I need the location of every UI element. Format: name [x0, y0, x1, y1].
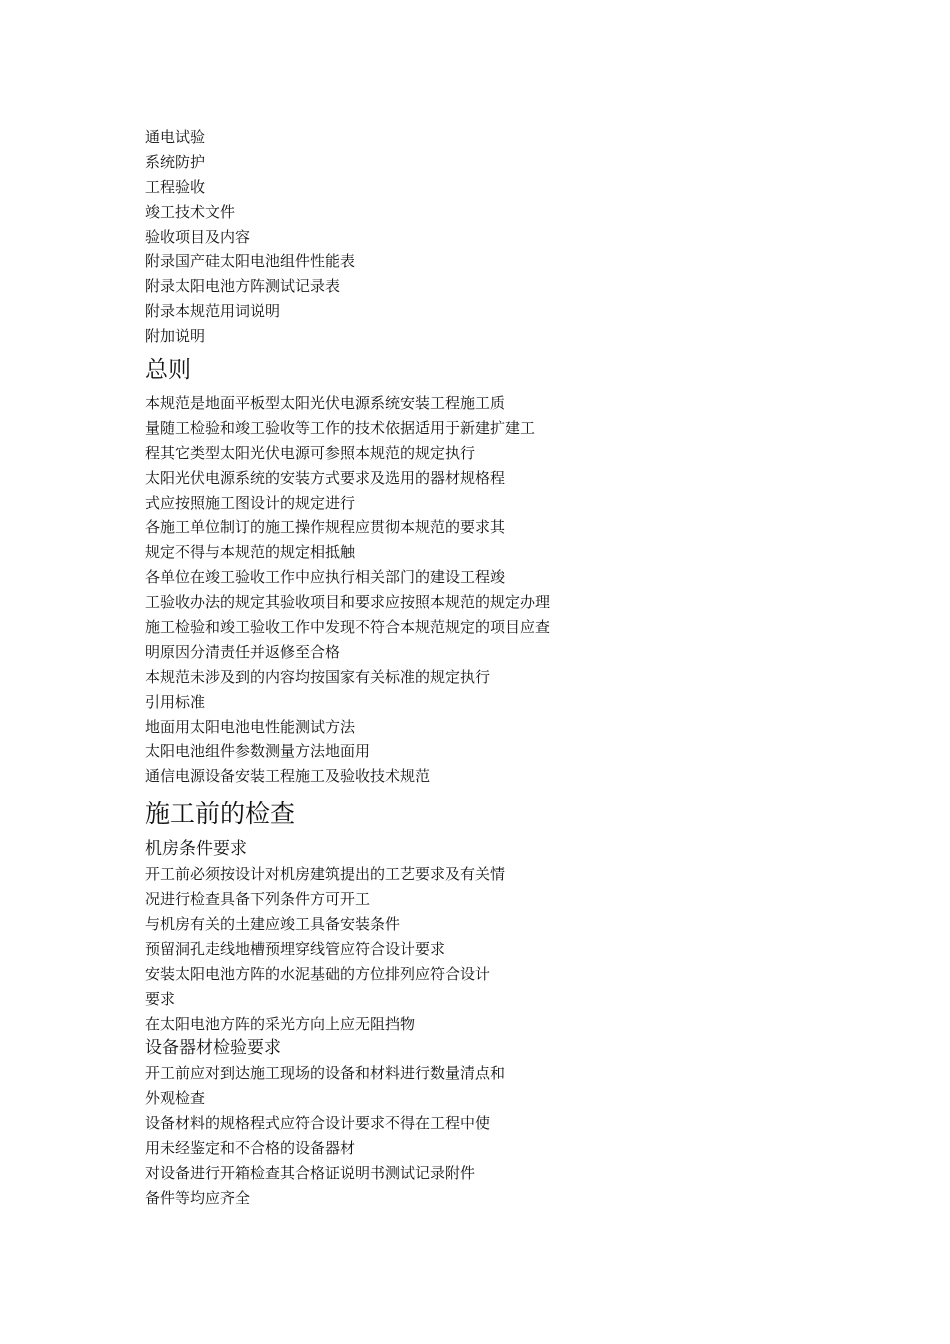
body-line: 预留洞孔走线地槽预埋穿线管应符合设计要求	[145, 939, 446, 958]
body-line: 本规范未涉及到的内容均按国家有关标准的规定执行	[145, 667, 491, 686]
body-line: 规定不得与本规范的规定相抵触	[145, 543, 356, 562]
body-line: 与机房有关的土建应竣工具备安装条件	[145, 914, 401, 933]
toc-item: 通电试验	[145, 128, 206, 146]
body-line: 对设备进行开箱检查其合格证说明书测试记录附件	[145, 1163, 476, 1182]
body-line: 程其它类型太阳光伏电源可参照本规范的规定执行	[145, 443, 476, 462]
body-line: 各单位在竣工验收工作中应执行相关部门的建设工程竣	[145, 568, 506, 587]
body-line: 式应按照施工图设计的规定进行	[145, 493, 356, 512]
body-line: 地面用太阳电池电性能测试方法	[145, 717, 356, 736]
section-heading-pre-construction-check: 施工前的检查	[145, 799, 296, 829]
toc-item: 附录太阳电池方阵测试记录表	[145, 277, 341, 296]
document-page	[145, 125, 845, 1211]
subsection-heading-equipment-inspection: 设备器材检验要求	[145, 1038, 281, 1059]
toc-list	[145, 125, 845, 349]
body-line: 开工前必须按设计对机房建筑提出的工艺要求及有关情	[145, 865, 506, 884]
body-line: 本规范是地面平板型太阳光伏电源系统安装工程施工质	[145, 394, 506, 413]
body-line: 太阳电池组件参数测量方法地面用	[145, 742, 371, 761]
toc-item: 系统防护	[145, 152, 206, 171]
body-line: 工验收办法的规定其验收项目和要求应按照本规范的规定办理	[145, 593, 551, 612]
body-line: 要求	[145, 989, 176, 1008]
body-line: 设备材料的规格程式应符合设计要求不得在工程中使	[145, 1114, 491, 1133]
section-heading-general: 总则	[145, 357, 191, 384]
body-line: 明原因分清责任并返修至合格	[145, 642, 341, 661]
subsection-body-room-requirements	[145, 862, 845, 1036]
body-line: 量随工检验和竣工验收等工作的技术依据适用于新建扩建工	[145, 418, 536, 437]
subsection-body-equipment-inspection	[145, 1061, 845, 1210]
body-line: 安装太阳电池方阵的水泥基础的方位排列应符合设计	[145, 964, 491, 983]
body-line: 用未经鉴定和不合格的设备器材	[145, 1138, 356, 1157]
section-body-general	[145, 391, 845, 789]
body-line: 太阳光伏电源系统的安装方式要求及选用的器材规格程	[145, 468, 506, 487]
body-line: 施工检验和竣工验收工作中发现不符合本规范规定的项目应查	[145, 618, 551, 637]
body-line: 各施工单位制订的施工操作规程应贯彻本规范的要求其	[145, 518, 506, 537]
body-line: 在太阳电池方阵的采光方向上应无阻挡物	[145, 1014, 416, 1033]
toc-item: 竣工技术文件	[145, 202, 236, 221]
toc-item: 附录国产硅太阳电池组件性能表	[145, 252, 356, 271]
body-line: 引用标准	[145, 692, 206, 711]
body-line: 备件等均应齐全	[145, 1188, 251, 1207]
toc-item: 验收项目及内容	[145, 227, 251, 246]
body-line: 开工前应对到达施工现场的设备和材料进行数量清点和	[145, 1064, 506, 1083]
toc-item: 附录本规范用词说明	[145, 302, 281, 321]
toc-item: 附加说明	[145, 327, 206, 346]
subsection-heading-room-requirements: 机房条件要求	[145, 839, 247, 860]
body-line: 通信电源设备安装工程施工及验收技术规范	[145, 767, 431, 786]
toc-item: 工程验收	[145, 177, 206, 196]
body-line: 况进行检查具备下列条件方可开工	[145, 890, 371, 909]
body-line: 外观检查	[145, 1089, 206, 1108]
